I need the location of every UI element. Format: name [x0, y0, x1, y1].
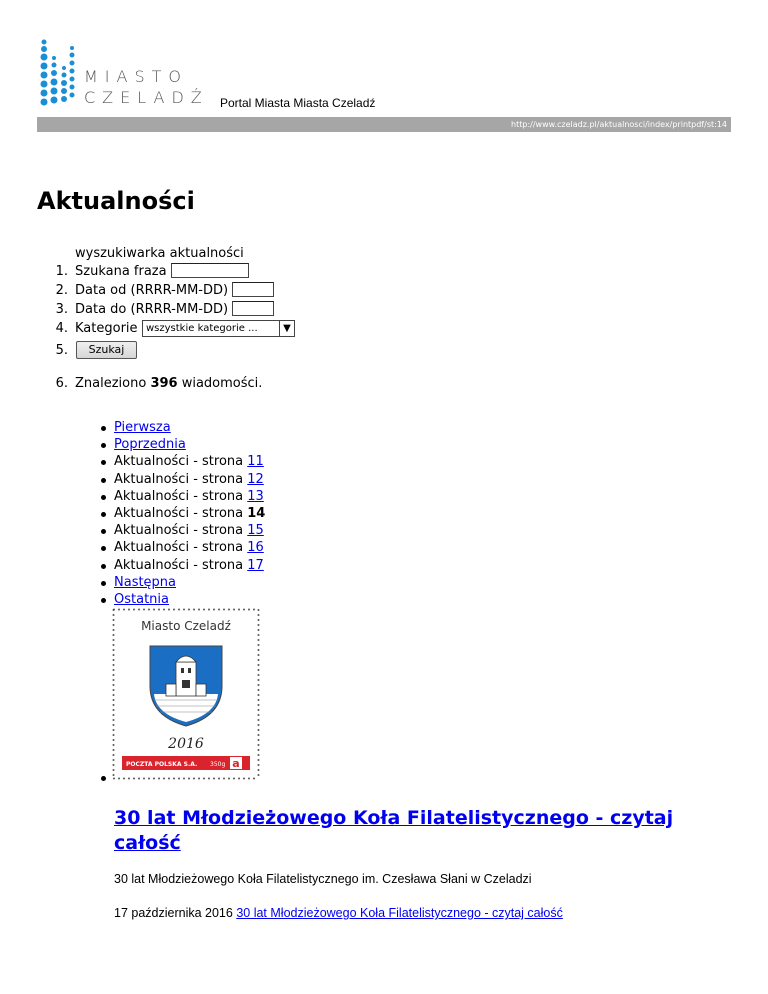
- url-bar: http://www.czeladz.pl/aktualnosci/index/printpdf/st:14: [37, 117, 731, 132]
- item-number: 5.: [55, 343, 68, 358]
- results-prefix: Znaleziono: [75, 376, 151, 391]
- stamp-year: 2016: [168, 736, 204, 752]
- pager-page-link[interactable]: 17: [247, 557, 264, 573]
- dropdown-arrow-icon[interactable]: ▼: [279, 321, 294, 336]
- pager-item: [105, 488, 265, 505]
- logo-wordmark: [84, 66, 209, 108]
- pager-page-link[interactable]: 13: [247, 488, 264, 504]
- phrase-label: Szukana fraza: [75, 264, 167, 279]
- category-selected-value: wszystkie kategorie ...: [146, 323, 258, 334]
- pager-item: [105, 471, 265, 488]
- city-logo-icon: [38, 38, 78, 108]
- pager-next-link[interactable]: Następna: [114, 574, 177, 590]
- date-from-input[interactable]: [232, 282, 274, 297]
- date-from-label: Data od (RRRR-MM-DD): [75, 283, 229, 298]
- pager-page-prefix: Aktualności - strona: [114, 540, 248, 556]
- pager-item: [105, 539, 265, 556]
- pager-page-prefix: Aktualności - strona: [114, 454, 248, 470]
- pager-last-link[interactable]: Ostatnia: [114, 592, 169, 608]
- pager-page-link[interactable]: 12: [247, 471, 264, 487]
- news-summary: 30 lat Młodzieżowego Koła Filatelistycznego im. Czesława Słani w Czeladzi: [114, 872, 532, 886]
- results-suffix: wiadomości.: [177, 376, 263, 391]
- news-read-more-link[interactable]: 30 lat Młodzieżowego Koła Filatelistycznego - czytaj całość: [236, 906, 563, 920]
- pager-page-link[interactable]: 16: [247, 540, 264, 556]
- category-label: Kategorie: [75, 321, 138, 336]
- pager-item: [105, 574, 265, 591]
- news-title-link[interactable]: 30 lat Młodzieżowego Koła Filatelistycznego - czytaj całość: [114, 807, 674, 854]
- pager-first-link[interactable]: Pierwsza: [114, 420, 171, 435]
- stamp-weight: 350g: [210, 761, 226, 768]
- pager-item: [105, 557, 265, 574]
- logo-line-2: CZELADŹ: [84, 88, 209, 107]
- news-title: [114, 806, 714, 856]
- stamp-post: POCZTA POLSKA S.A.: [126, 761, 198, 768]
- pager-item: [105, 436, 265, 453]
- stamp-image[interactable]: [112, 608, 260, 780]
- item-number: 4.: [55, 321, 68, 336]
- date-to-label: Data do (RRRR-MM-DD): [75, 302, 229, 317]
- pagination: [105, 419, 265, 608]
- page-title: Aktualności: [37, 187, 195, 215]
- item-number: 6.: [55, 376, 68, 391]
- search-button[interactable]: Szukaj: [76, 341, 137, 359]
- pager-page-link[interactable]: 11: [247, 454, 264, 470]
- news-date: 17 października 2016: [114, 906, 233, 920]
- pager-page-prefix: Aktualności - strona: [114, 523, 248, 539]
- portal-title: Portal Miasta Miasta Czeladź: [220, 96, 376, 110]
- date-to-input[interactable]: [232, 301, 274, 316]
- pager-current-page: 14: [247, 506, 266, 522]
- stamp-brand: a: [232, 757, 240, 770]
- pager-item: [105, 453, 265, 470]
- search-heading: wyszukiwarka aktualności: [75, 246, 244, 261]
- results-count: [75, 374, 262, 393]
- news-meta: [114, 906, 563, 920]
- category-select[interactable]: [142, 320, 295, 337]
- pager-item: [105, 522, 265, 539]
- pager-item: [105, 591, 265, 608]
- pager-item: [105, 505, 265, 522]
- pager-prev-link[interactable]: Poprzednia: [114, 437, 186, 453]
- pager-page-prefix: Aktualności - strona: [114, 506, 248, 522]
- pager-page-prefix: Aktualności - strona: [114, 557, 248, 573]
- results-number: 396: [150, 376, 178, 391]
- pager-page-link[interactable]: 15: [247, 523, 264, 539]
- pager-page-prefix: Aktualności - strona: [114, 488, 248, 504]
- stamp-title: Miasto Czeladź: [141, 619, 231, 633]
- logo-line-1: MIASTO: [84, 67, 188, 86]
- item-number: 1.: [55, 264, 68, 279]
- item-number: 3.: [55, 302, 68, 317]
- list-bullet: [101, 776, 106, 781]
- pager-item: [105, 419, 265, 436]
- item-number: 2.: [55, 283, 68, 298]
- phrase-input[interactable]: [171, 263, 249, 278]
- pager-page-prefix: Aktualności - strona: [114, 471, 248, 487]
